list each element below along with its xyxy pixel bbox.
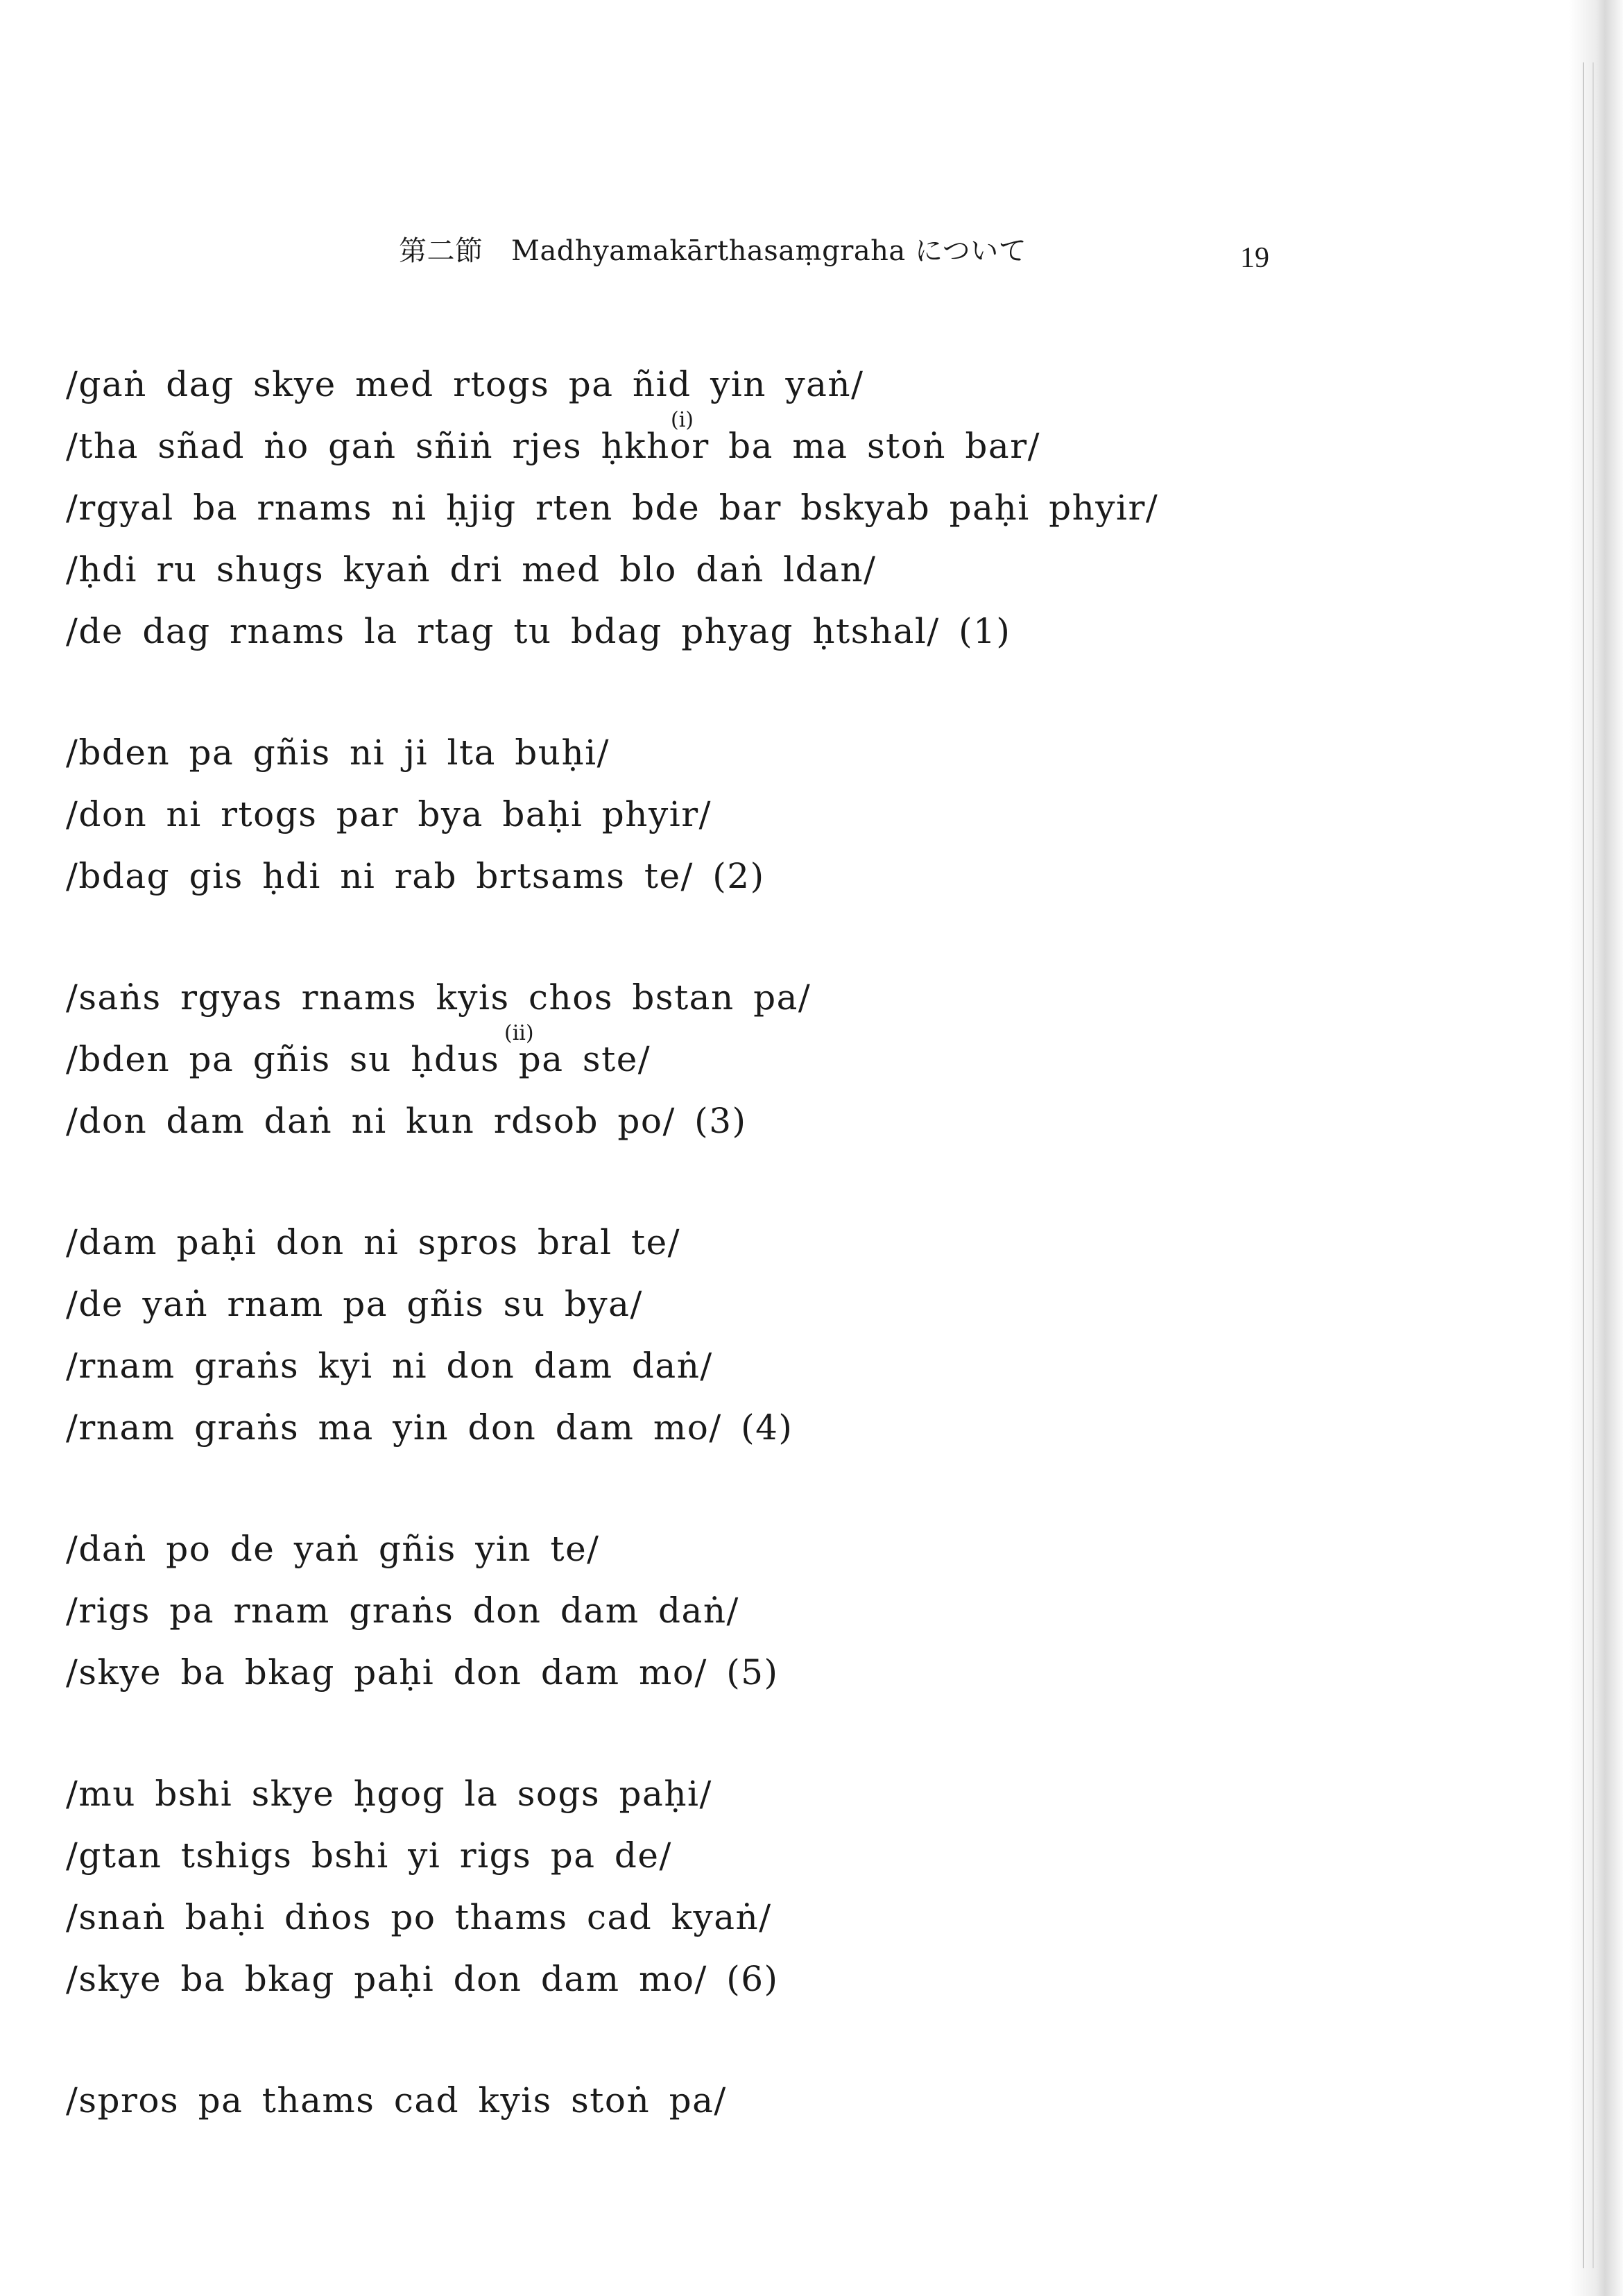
footnote-mark-ii: (ii) xyxy=(504,1021,534,1045)
verse-7 xyxy=(66,2070,1384,2132)
verse-3 xyxy=(66,967,1384,1152)
verse-line: /ḥdi ru shugs kyaṅ dri med blo daṅ ldan/ xyxy=(66,549,877,590)
page-edge-line xyxy=(1592,62,1594,2268)
verse-line: /don ni rtogs par bya baḥi phyir/ xyxy=(66,794,712,834)
verse-line: /bden pa gñis ni ji lta buḥi/ xyxy=(66,733,610,773)
verse-line: /don dam daṅ ni kun rdsob po/ (3) xyxy=(66,1101,747,1141)
verse-line: /gtan tshigs bshi yi rigs pa de/ xyxy=(66,1835,672,1876)
verse-line-text: /tha sñad ṅo gaṅ sñiṅ rjes ḥkhor ba ma stoṅ bar/ xyxy=(66,426,1040,466)
verse-4 xyxy=(66,1212,1384,1459)
verse-line: /snaṅ baḥi dṅos po thams cad kyaṅ/ xyxy=(66,1897,772,1937)
verse-line: /rigs pa rnam graṅs don dam daṅ/ xyxy=(66,1591,739,1631)
verse-line: /rnam graṅs kyi ni don dam daṅ/ xyxy=(66,1346,713,1386)
verse-line: /spros pa thams cad kyis stoṅ pa/ xyxy=(66,2080,727,2121)
verse-line-with-note xyxy=(66,408,1384,477)
running-header: 第二節 Madhyamakārthasaṃgraha について xyxy=(399,235,1027,267)
verse-line: /bdag gis ḥdi ni rab brtsams te/ (2) xyxy=(66,856,765,896)
page-edge-line xyxy=(1583,62,1584,2268)
verse-1 xyxy=(66,354,1384,662)
verse-line: /skye ba bkag paḥi don dam mo/ (5) xyxy=(66,1652,779,1693)
verse-line: /mu bshi skye ḥgog la sogs paḥi/ xyxy=(66,1774,712,1814)
verse-text-block xyxy=(66,354,1384,2191)
footnote-mark-i: (i) xyxy=(671,408,694,432)
verse-line: /rnam graṅs ma yin don dam mo/ (4) xyxy=(66,1407,793,1448)
verse-line: /saṅs rgyas rnams kyis chos bstan pa/ xyxy=(66,977,812,1018)
verse-line-text: /bden pa gñis su ḥdus pa ste/ xyxy=(66,1039,651,1079)
verse-line-with-note xyxy=(66,1021,1384,1090)
verse-line: /de yaṅ rnam pa gñis su bya/ xyxy=(66,1284,643,1324)
verse-6 xyxy=(66,1763,1384,2010)
verse-5 xyxy=(66,1518,1384,1704)
page-edge-shadow xyxy=(1533,0,1623,2296)
verse-line: /gaṅ dag skye med rtogs pa ñid yin yaṅ/ xyxy=(66,364,864,404)
verse-line: /daṅ po de yaṅ gñis yin te/ xyxy=(66,1529,600,1569)
page-number: 19 xyxy=(1240,242,1269,274)
verse-line: /rgyal ba rnams ni ḥjig rten bde bar bskyab paḥi phyir/ xyxy=(66,488,1159,528)
verse-2 xyxy=(66,722,1384,907)
verse-line: /dam paḥi don ni spros bral te/ xyxy=(66,1222,681,1262)
verse-line: /de dag rnams la rtag tu bdag phyag ḥtshal/ (1) xyxy=(66,611,1011,651)
verse-line: /skye ba bkag paḥi don dam mo/ (6) xyxy=(66,1959,779,1999)
